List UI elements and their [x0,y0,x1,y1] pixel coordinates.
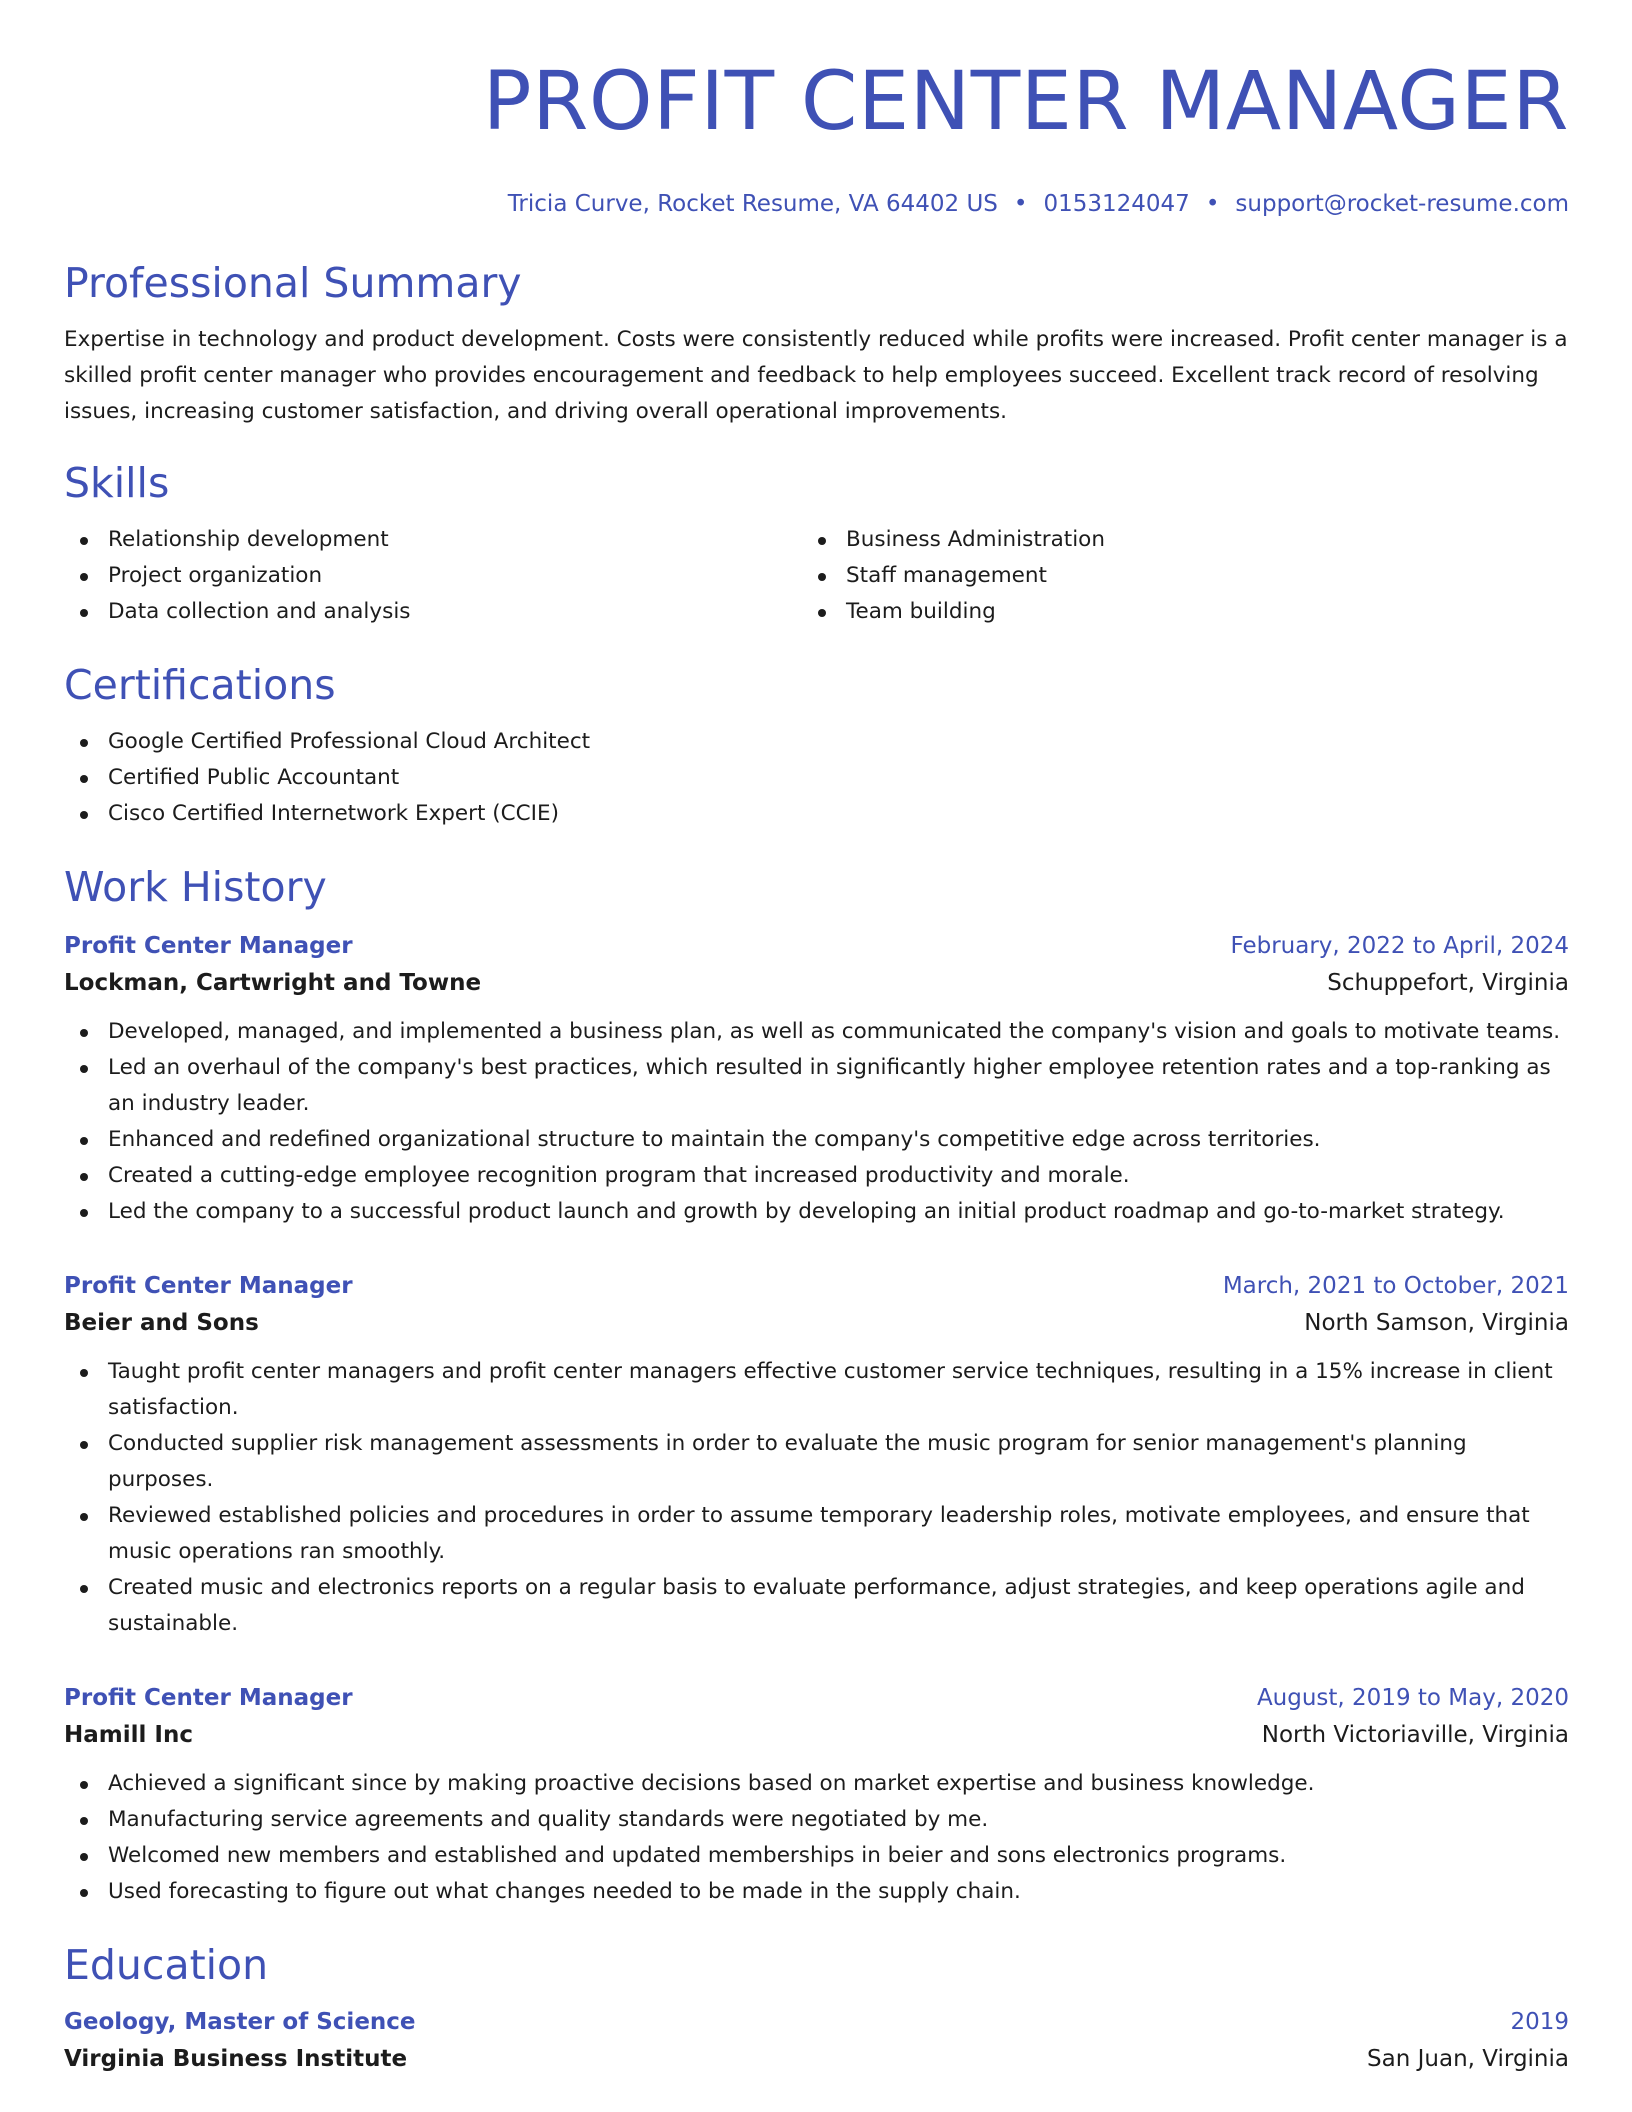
skills-list-right [802,522,1540,630]
job-dates: August, 2019 to May, 2020 [1256,1685,1569,1711]
skill-item: Team building [802,594,1540,630]
education-section [64,1940,1569,2078]
job-bullets [64,1766,1569,1910]
skill-item: Project organization [64,558,802,594]
job-bullet: Created a cutting-edge employee recognition program that increased productivity and morale. [64,1158,1569,1194]
contact-phone[interactable]: 0153124047 [1043,191,1190,217]
skills-grid [64,522,1569,630]
job-header-row [64,928,1569,964]
job-bullet: Enhanced and redefined organizational structure to maintain the company's competitive edge across territories. [64,1122,1569,1158]
section-title-education: Education [64,1941,269,1989]
contact-email[interactable]: support@rocket-resume.com [1235,191,1569,217]
section-title-certifications: Certifications [64,661,336,709]
job-bullet: Created music and electronics reports on a regular basis to evaluate performance, adjust strategies, and keep operations agile and sustainable. [64,1570,1569,1642]
job-location: North Samson, Virginia [1304,1310,1569,1336]
section-title-work-history: Work History [64,863,327,911]
job-company-row [64,1304,1569,1342]
education-degree: Geology, Master of Science [64,2009,416,2035]
job-title: Profit Center Manager [64,933,353,959]
job-bullet: Manufacturing service agreements and quality standards were negotiated by me. [64,1802,1569,1838]
job-header-row [64,1268,1569,1304]
candidate-title: PROFIT CENTER MANAGER [482,55,1569,149]
job-location: Schuppefort, Virginia [1327,970,1569,996]
job-title: Profit Center Manager [64,1685,353,1711]
job-bullet: Used forecasting to figure out what changes needed to be made in the supply chain. [64,1874,1569,1910]
certifications-list [64,724,1569,832]
job-bullet: Reviewed established policies and procedures in order to assume temporary leadership roles, motivate employees, and ensure that music operations ran smoothly. [64,1498,1569,1570]
job-company: Lockman, Cartwright and Towne [64,970,482,996]
skills-section [64,458,1569,630]
job-bullets [64,1354,1569,1642]
job-entry [64,1268,1569,1642]
skill-item: Business Administration [802,522,1540,558]
certification-item: Certified Public Accountant [64,760,1569,796]
skill-item: Relationship development [64,522,802,558]
education-school: Virginia Business Institute [64,2046,408,2072]
job-dates: February, 2022 to April, 2024 [1230,933,1569,959]
contact-separator: • [1205,191,1220,217]
certifications-section [64,660,1569,832]
job-bullet: Conducted supplier risk management assessments in order to evaluate the music program for senior management's planning purposes. [64,1426,1569,1498]
contact-separator: • [1013,191,1028,217]
education-year: 2019 [1510,2009,1569,2035]
job-bullet: Achieved a significant since by making proactive decisions based on market expertise and business knowledge. [64,1766,1569,1802]
work-history-section [64,862,1569,1910]
skill-item: Data collection and analysis [64,594,802,630]
education-school-row [64,2040,1569,2078]
contact-address: Tricia Curve, Rocket Resume, VA 64402 US [507,191,998,217]
certification-item: Google Certified Professional Cloud Architect [64,724,1569,760]
skill-item: Staff management [802,558,1540,594]
job-bullet: Taught profit center managers and profit center managers effective customer service techniques, resulting in a 15% increase in client satisfaction. [64,1354,1569,1426]
job-company-row [64,964,1569,1002]
job-title: Profit Center Manager [64,1273,353,1299]
summary-text: Expertise in technology and product development. Costs were consistently reduced while profits were increased. Profit center manager is a skilled profit center manager who provides encouragement and feedback to help employees succeed. Excellent track record of resolving issues, increasing customer satisfaction, and driving overall operational improvements. [64,327,1568,424]
section-title-summary: Professional Summary [64,259,522,307]
education-header-row [64,2004,1569,2040]
job-bullet: Developed, managed, and implemented a business plan, as well as communicated the company's vision and goals to motivate teams. [64,1014,1569,1050]
job-bullets [64,1014,1569,1230]
job-bullet: Led the company to a successful product launch and growth by developing an initial product roadmap and go-to-market strategy. [64,1194,1569,1230]
education-location: San Juan, Virginia [1367,2046,1569,2072]
skills-list-left [64,522,802,630]
education-entry [64,2004,1569,2078]
job-location: North Victoriaville, Virginia [1261,1722,1569,1748]
job-entry [64,1680,1569,1910]
job-company: Hamill Inc [64,1722,193,1748]
contact-line [64,188,1569,220]
job-bullet: Led an overhaul of the company's best practices, which resulted in significantly higher employee retention rates and a top-ranking as an industry leader. [64,1050,1569,1122]
job-company: Beier and Sons [64,1310,259,1336]
summary-section [64,258,1569,430]
job-bullet: Welcomed new members and established and updated memberships in beier and sons electronics programs. [64,1838,1569,1874]
section-title-skills: Skills [64,459,170,507]
resume-header [64,54,1569,220]
job-entry [64,928,1569,1230]
certification-item: Cisco Certified Internetwork Expert (CCIE) [64,796,1569,832]
job-header-row [64,1680,1569,1716]
job-company-row [64,1716,1569,1754]
job-dates: March, 2021 to October, 2021 [1222,1273,1569,1299]
